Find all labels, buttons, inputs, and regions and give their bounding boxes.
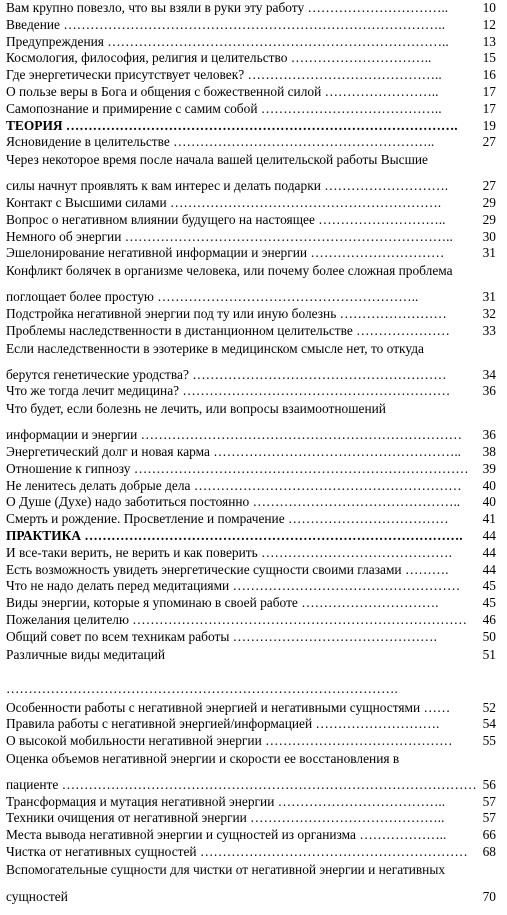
toc-page-number: 45 bbox=[482, 595, 496, 611]
toc-entry bbox=[6, 678, 496, 700]
toc-page-number: 56 bbox=[482, 776, 496, 792]
toc-entry-title: Подстройка негативной энергии под ту или иную болезнь …………………… bbox=[6, 305, 447, 321]
toc-entry bbox=[6, 511, 496, 528]
toc-entry bbox=[6, 323, 496, 340]
toc-entry-title: Оценка объемов негативной энергии и скорости ее восстановления в bbox=[6, 750, 400, 766]
toc-page-number: 52 bbox=[482, 699, 496, 715]
toc-page-number: 70 bbox=[482, 888, 496, 904]
toc-page-number: 50 bbox=[482, 628, 496, 644]
toc-page-number: 36 bbox=[482, 383, 496, 399]
toc-entry-title: Конфликт болячек в организме человека, или почему более сложная проблема bbox=[6, 263, 453, 279]
toc-entry-title: Эшелонирование негативной информации и энергии ………………………… bbox=[6, 245, 445, 261]
toc-entry-title: берутся генетические уродства? ………………………………………………… bbox=[6, 366, 447, 382]
toc-page-number: 32 bbox=[482, 305, 496, 321]
toc-page-number: 10 bbox=[482, 0, 496, 15]
toc-page-number: 68 bbox=[482, 844, 496, 860]
toc-entry bbox=[6, 134, 496, 151]
toc-entry bbox=[6, 101, 496, 118]
toc-entry-title: Особенности работы с негативной энергией и негативными сущностями …… bbox=[6, 699, 451, 715]
toc-entry bbox=[6, 84, 496, 101]
toc-page-number: 40 bbox=[482, 494, 496, 510]
toc-page-number: 66 bbox=[482, 827, 496, 843]
toc-entry bbox=[6, 340, 496, 367]
toc-entry bbox=[6, 827, 496, 844]
toc-entry-title: Вопрос о негативном влиянии будущего на настоящее ……………………….. bbox=[6, 211, 446, 227]
toc-entry-title: Вам крупно повезло, что вы взяли в руки эту работу ………………………….. bbox=[6, 0, 449, 15]
toc-entry bbox=[6, 262, 496, 289]
toc-page-number: 15 bbox=[482, 50, 496, 66]
toc-page-number: 51 bbox=[482, 646, 496, 662]
toc-entry-title: Отношение к гипнозу ………………………………………………………………… bbox=[6, 460, 469, 476]
toc-entry-title: ТЕОРИЯ ……………………………………………………………………………. bbox=[6, 117, 458, 133]
toc-entry-title: Техники очищения от негативной энергии …………………………………….. bbox=[6, 810, 445, 826]
toc-entry-title: Смерть и рождение. Просветление и помрачение ……………………………… bbox=[6, 511, 449, 527]
toc-entry-title: Места вывода негативной энергии и сущностей из организма ……………….. bbox=[6, 827, 447, 843]
toc-entry-title: И все-таки верить, не верить и как поверить ……………………………………. bbox=[6, 544, 452, 560]
toc-entry bbox=[6, 629, 496, 646]
toc-entry bbox=[6, 545, 496, 562]
toc-entry bbox=[6, 461, 496, 478]
toc-entry-title: Правила работы с негативной энергией/информацией ………………………. bbox=[6, 716, 440, 732]
toc-page-number: 13 bbox=[482, 33, 496, 49]
toc-entry-title: ПРАКТИКА …………………………………………………………………………. bbox=[6, 527, 463, 543]
toc-entry-title: Виды энергии, которые я упоминаю в своей работе …………………………. bbox=[6, 595, 439, 611]
toc-page-number: 33 bbox=[482, 322, 496, 338]
toc-page-number: 17 bbox=[482, 83, 496, 99]
toc-entry bbox=[6, 427, 496, 444]
toc-entry-title: Предупреждения ………………………………………………………………….. bbox=[6, 33, 449, 49]
toc-entry-title: Вспомогательные сущности для чистки от негативной энергии и негативных bbox=[6, 861, 446, 877]
toc-entry bbox=[6, 367, 496, 384]
toc-entry-title: Чистка от негативных сущностей …………………………………………………… bbox=[6, 844, 468, 860]
toc-page-number: 36 bbox=[482, 427, 496, 443]
toc-entry bbox=[6, 178, 496, 195]
toc-page-number: 29 bbox=[482, 194, 496, 210]
toc-entry bbox=[6, 646, 496, 678]
toc-entry-title: Через некоторое время после начала вашей целительской работы Высшие bbox=[6, 152, 428, 168]
toc-entry-title: Что будет, если болезнь не лечить, или вопросы взаимоотношений bbox=[6, 401, 386, 417]
toc-entry-title: сущностей bbox=[6, 888, 68, 904]
toc-entry-title: О Душе (Духе) надо заботиться постоянно ……………………………………….. bbox=[6, 494, 461, 510]
toc-page-number: 40 bbox=[482, 477, 496, 493]
toc-entry bbox=[6, 195, 496, 212]
table-of-contents bbox=[6, 0, 496, 915]
toc-entry bbox=[6, 494, 496, 511]
toc-entry bbox=[6, 750, 496, 777]
toc-entry-title: Энергетический долг и новая карма ……………………………………………….. bbox=[6, 443, 462, 459]
toc-entry bbox=[6, 50, 496, 67]
toc-entry-title: Что же тогда лечит медицина? …………………………………………………… bbox=[6, 383, 451, 399]
toc-entry bbox=[6, 777, 496, 794]
toc-page-number: 31 bbox=[482, 289, 496, 305]
toc-page-number: 57 bbox=[482, 810, 496, 826]
toc-page-number: 30 bbox=[482, 228, 496, 244]
toc-entry bbox=[6, 612, 496, 629]
toc-page-number: 34 bbox=[482, 366, 496, 382]
toc-entry bbox=[6, 17, 496, 34]
toc-entry bbox=[6, 716, 496, 733]
toc-entry bbox=[6, 34, 496, 51]
toc-entry-title: Что не надо делать перед медитациями …………………………………………… bbox=[6, 578, 461, 594]
toc-entry bbox=[6, 0, 496, 17]
toc-page-number: 27 bbox=[482, 178, 496, 194]
toc-entry-title: ……………………………………………………………………………. bbox=[6, 680, 398, 696]
toc-page-number: 54 bbox=[482, 716, 496, 732]
toc-page-number: 44 bbox=[482, 544, 496, 560]
toc-entry-title: Контакт с Высшими силами ……………………………………………………. bbox=[6, 194, 442, 210]
toc-entry-title: Где энергетически присутствует человек? …………………………………….. bbox=[6, 67, 442, 83]
toc-page-number: 17 bbox=[482, 100, 496, 116]
toc-entry bbox=[6, 733, 496, 750]
toc-entry-title: Трансформация и мутация негативной энергии ……………………………….. bbox=[6, 793, 446, 809]
toc-entry bbox=[6, 212, 496, 229]
toc-entry bbox=[6, 151, 496, 178]
toc-entry bbox=[6, 383, 496, 400]
toc-entry bbox=[6, 794, 496, 811]
toc-entry bbox=[6, 400, 496, 427]
toc-entry bbox=[6, 888, 496, 915]
toc-entry-title: О пользе веры в Бога и общения с божественной силой …………………….. bbox=[6, 83, 439, 99]
toc-entry-title: Немного об энергии ……………………………………………………………….. bbox=[6, 228, 453, 244]
toc-entry bbox=[6, 289, 496, 306]
toc-entry bbox=[6, 562, 496, 579]
toc-page-number: 55 bbox=[482, 733, 496, 749]
toc-entry bbox=[6, 700, 496, 717]
toc-entry bbox=[6, 861, 496, 888]
toc-entry-title: Если наследственности в эзотерике в медицинском смысле нет, то откуда bbox=[6, 340, 424, 356]
toc-entry bbox=[6, 478, 496, 495]
toc-page-number: 19 bbox=[482, 117, 496, 133]
toc-entry-title: Космология, философия, религия и целительство ………………………….. bbox=[6, 50, 432, 66]
toc-page-number: 16 bbox=[482, 67, 496, 83]
toc-entry-title: О высокой мобильности негативной энергии …………………………………… bbox=[6, 733, 453, 749]
toc-page-number: 44 bbox=[482, 561, 496, 577]
toc-entry-title: поглощает более простую ………………………………………………….. bbox=[6, 289, 419, 305]
toc-page-number: 44 bbox=[482, 527, 496, 543]
toc-page-number: 27 bbox=[482, 134, 496, 150]
toc-entry-title: Проблемы наследственности в дистанционном целительстве ………………… bbox=[6, 322, 450, 338]
toc-entry bbox=[6, 245, 496, 262]
toc-entry bbox=[6, 229, 496, 246]
toc-page-number: 57 bbox=[482, 793, 496, 809]
toc-page-number: 45 bbox=[482, 578, 496, 594]
toc-page-number: 39 bbox=[482, 460, 496, 476]
toc-entry-title: Пожелания целителю ………………………………………………………………… bbox=[6, 611, 468, 627]
toc-page-number: 38 bbox=[482, 443, 496, 459]
toc-entry-title: силы начнут проявлять к вам интерес и делать подарки ………………………. bbox=[6, 178, 449, 194]
toc-entry-title: Общий совет по всем техникам работы ………………………………………. bbox=[6, 628, 437, 644]
toc-entry bbox=[6, 578, 496, 595]
toc-entry-title: Различные виды медитаций bbox=[6, 646, 166, 662]
toc-entry-title: Есть возможность увидеть энергетические сущности своими глазами ………. bbox=[6, 561, 449, 577]
toc-page-number: 41 bbox=[482, 511, 496, 527]
toc-entry-title: Ясновидение в целительстве ………………………………………………….. bbox=[6, 134, 435, 150]
toc-page-number: 29 bbox=[482, 211, 496, 227]
toc-entry-title: Введение ………………………………………………………………………….. bbox=[6, 16, 445, 32]
toc-entry bbox=[6, 67, 496, 84]
toc-entry-title: Самопознание и примирение с самим собой ………………………………….. bbox=[6, 100, 442, 116]
toc-entry bbox=[6, 306, 496, 323]
section-heading bbox=[6, 528, 496, 545]
toc-entry-title: пациенте ………………………………………………………………………………… bbox=[6, 776, 477, 792]
toc-page-number: 46 bbox=[482, 611, 496, 627]
toc-page-number: 12 bbox=[482, 16, 496, 32]
toc-entry-title: Не ленитесь делать добрые дела …………………………………………………… bbox=[6, 477, 462, 493]
toc-page-number: 31 bbox=[482, 245, 496, 261]
toc-entry bbox=[6, 595, 496, 612]
toc-entry bbox=[6, 810, 496, 827]
toc-entry-title: информации и энергии ……………………………………………………………… bbox=[6, 427, 462, 443]
section-heading bbox=[6, 118, 496, 135]
toc-entry bbox=[6, 444, 496, 461]
